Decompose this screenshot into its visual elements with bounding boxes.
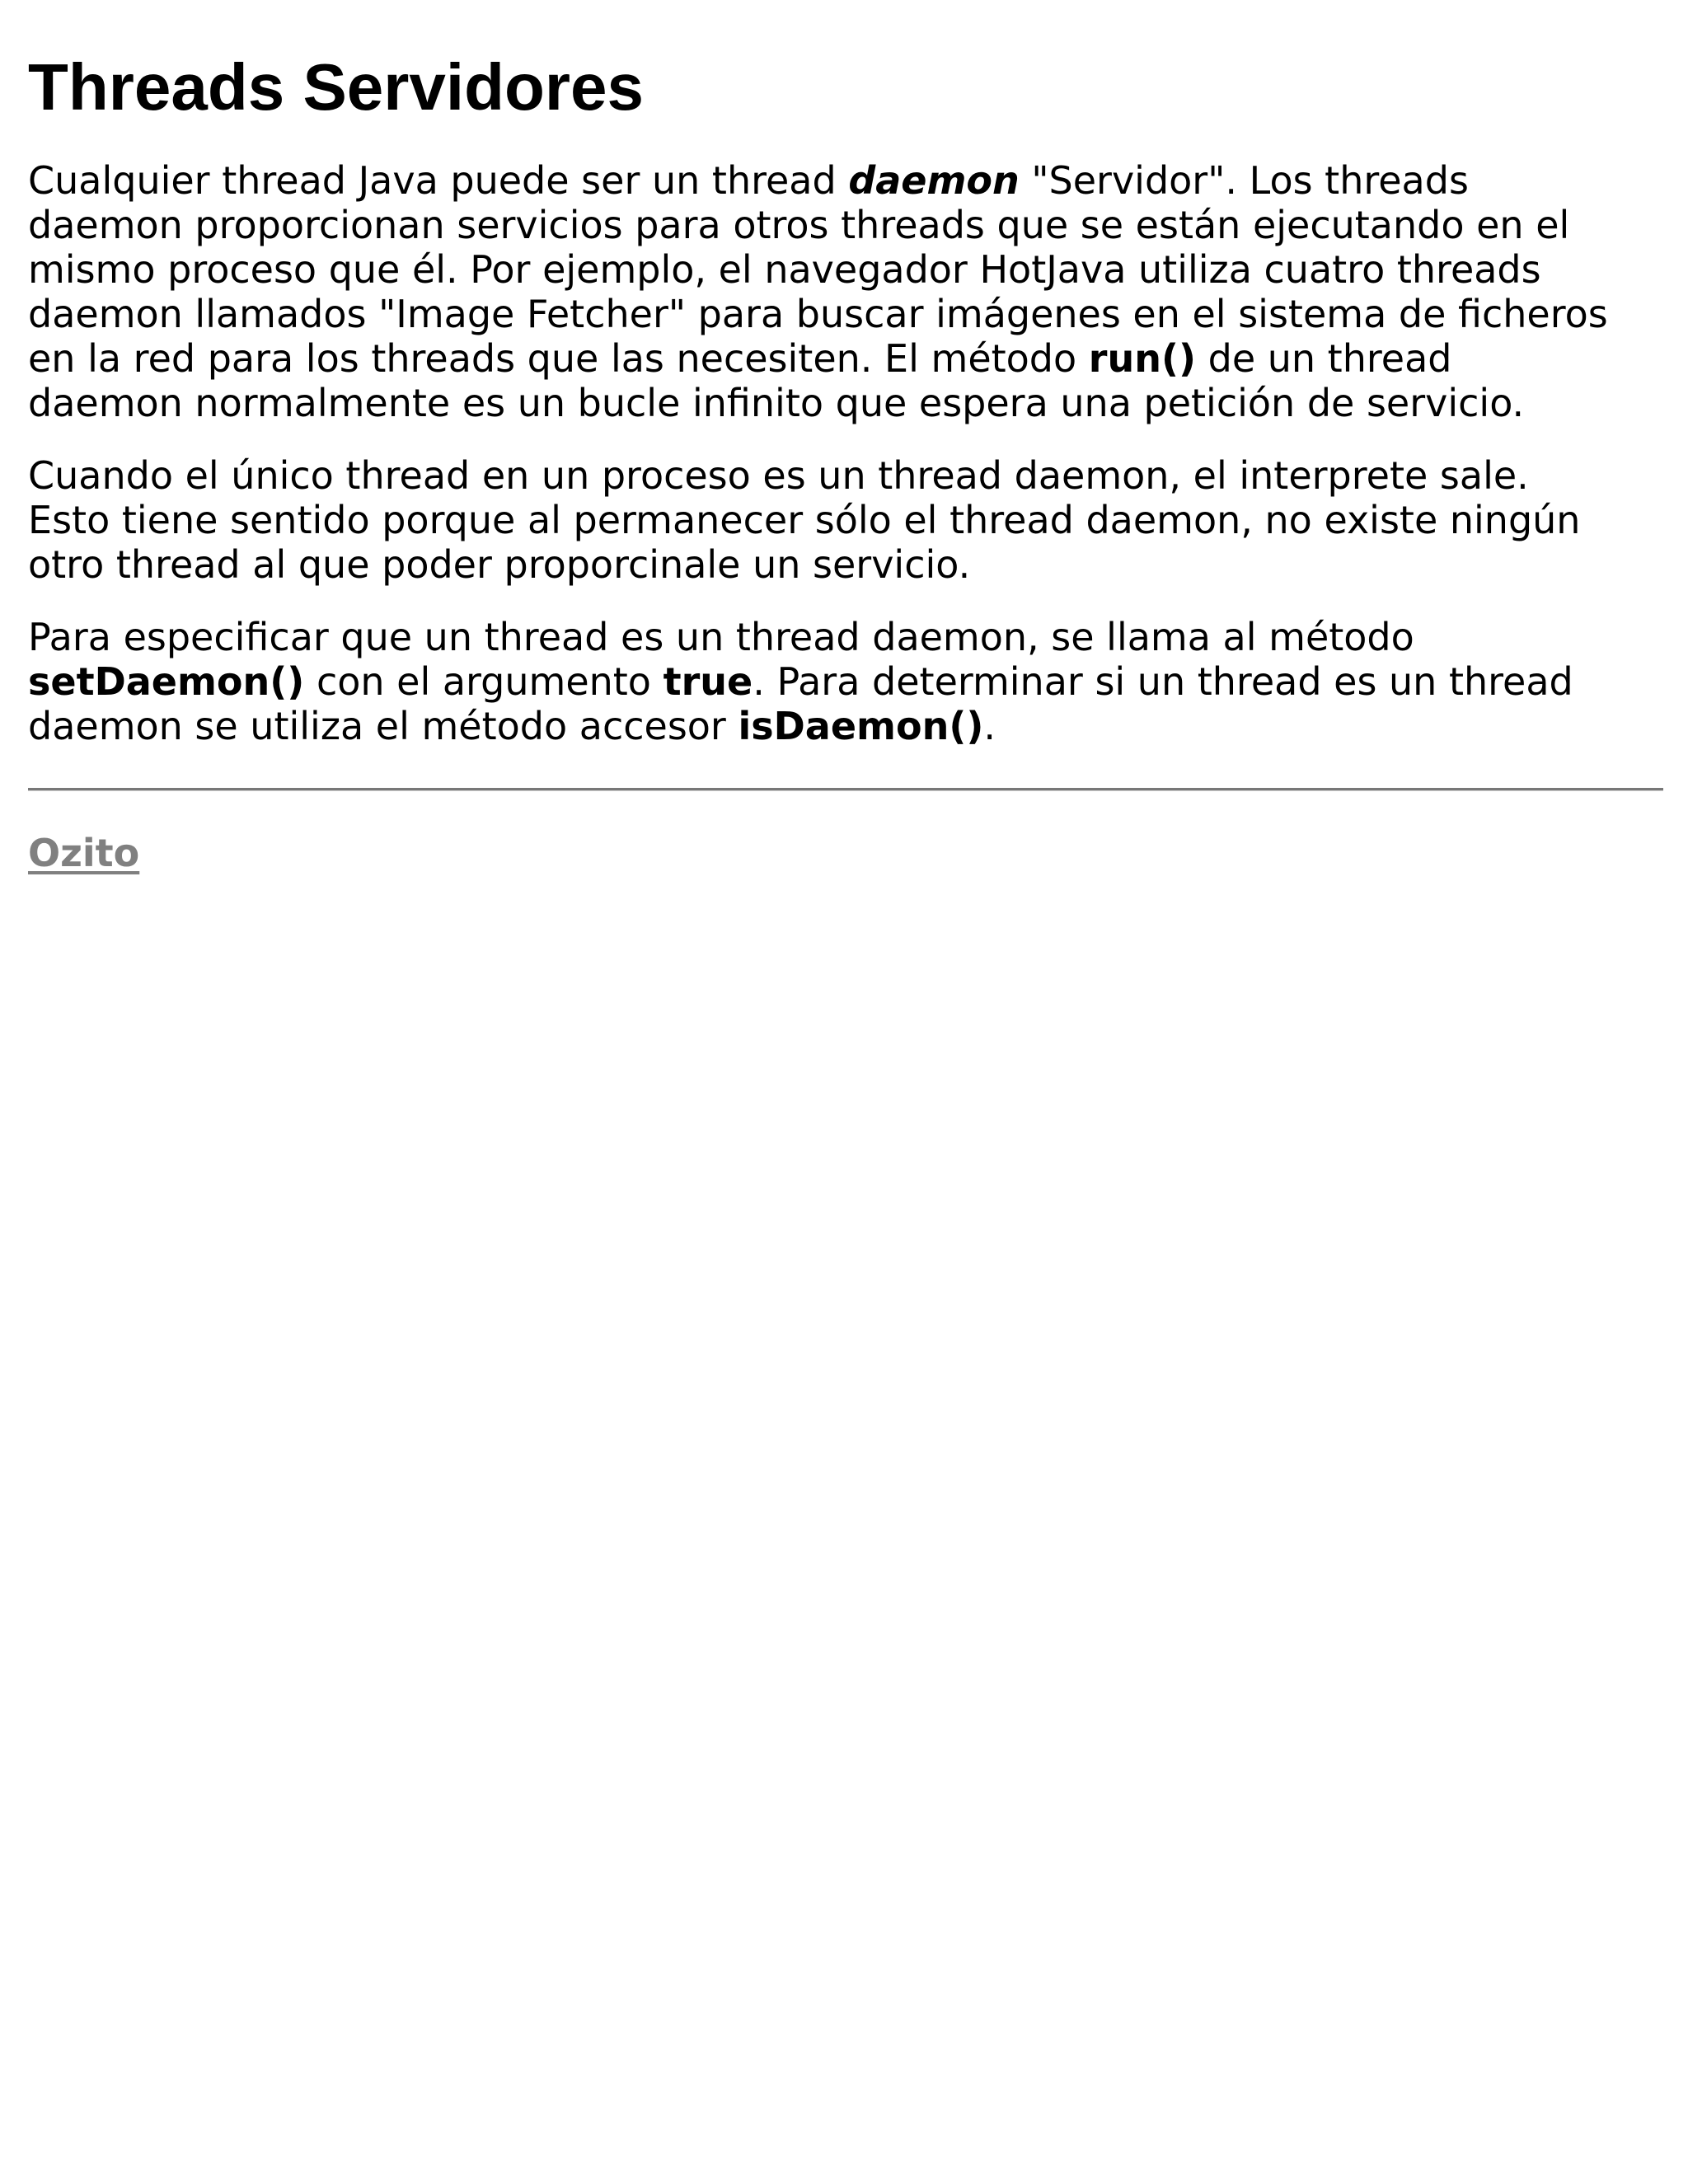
paragraph-daemon-intro [28, 158, 1665, 425]
text-line: daemon proporcionan servicios para otros threads que se están ejecutando en el [28, 203, 1570, 247]
text-line: Cuando el único thread en un proceso es un thread daemon, el interprete sale. [28, 453, 1529, 498]
text-line: otro thread al que poder proporcinale un servicio. [28, 542, 971, 587]
paragraph-interpreter-exit [28, 453, 1665, 587]
run-method-term: run() [1088, 336, 1196, 381]
text-line: setDaemon() con el argumento true. Para determinar si un thread es un thread [28, 659, 1573, 704]
page-title: Threads Servidores [28, 50, 644, 124]
text-line: daemon llamados "Image Fetcher" para buscar imágenes en el sistema de ficheros [28, 292, 1608, 336]
true-argument-term: true [663, 659, 753, 704]
daemon-term: daemon [848, 158, 1020, 203]
setdaemon-method-term: setDaemon() [28, 659, 305, 704]
text-line: en la red para los threads que las necesiten. El método run() de un thread [28, 336, 1452, 381]
text-line: mismo proceso que él. Por ejemplo, el navegador HotJava utiliza cuatro threads [28, 247, 1541, 292]
text-line: Para especificar que un thread es un thread daemon, se llama al método [28, 615, 1414, 659]
text-line: Cualquier thread Java puede ser un thread daemon "Servidor". Los threads [28, 158, 1469, 203]
document-page [28, 0, 1665, 875]
ozito-link[interactable]: Ozito [28, 831, 140, 875]
text-line: Esto tiene sentido porque al permanecer sólo el thread daemon, no existe ningún [28, 498, 1581, 542]
isdaemon-method-term: isDaemon() [738, 704, 984, 748]
text-line: daemon se utiliza el método accesor isDaemon(). [28, 704, 996, 748]
text-line: daemon normalmente es un bucle infinito que espera una petición de servicio. [28, 381, 1525, 425]
horizontal-divider [28, 788, 1663, 791]
paragraph-set-daemon [28, 615, 1665, 748]
